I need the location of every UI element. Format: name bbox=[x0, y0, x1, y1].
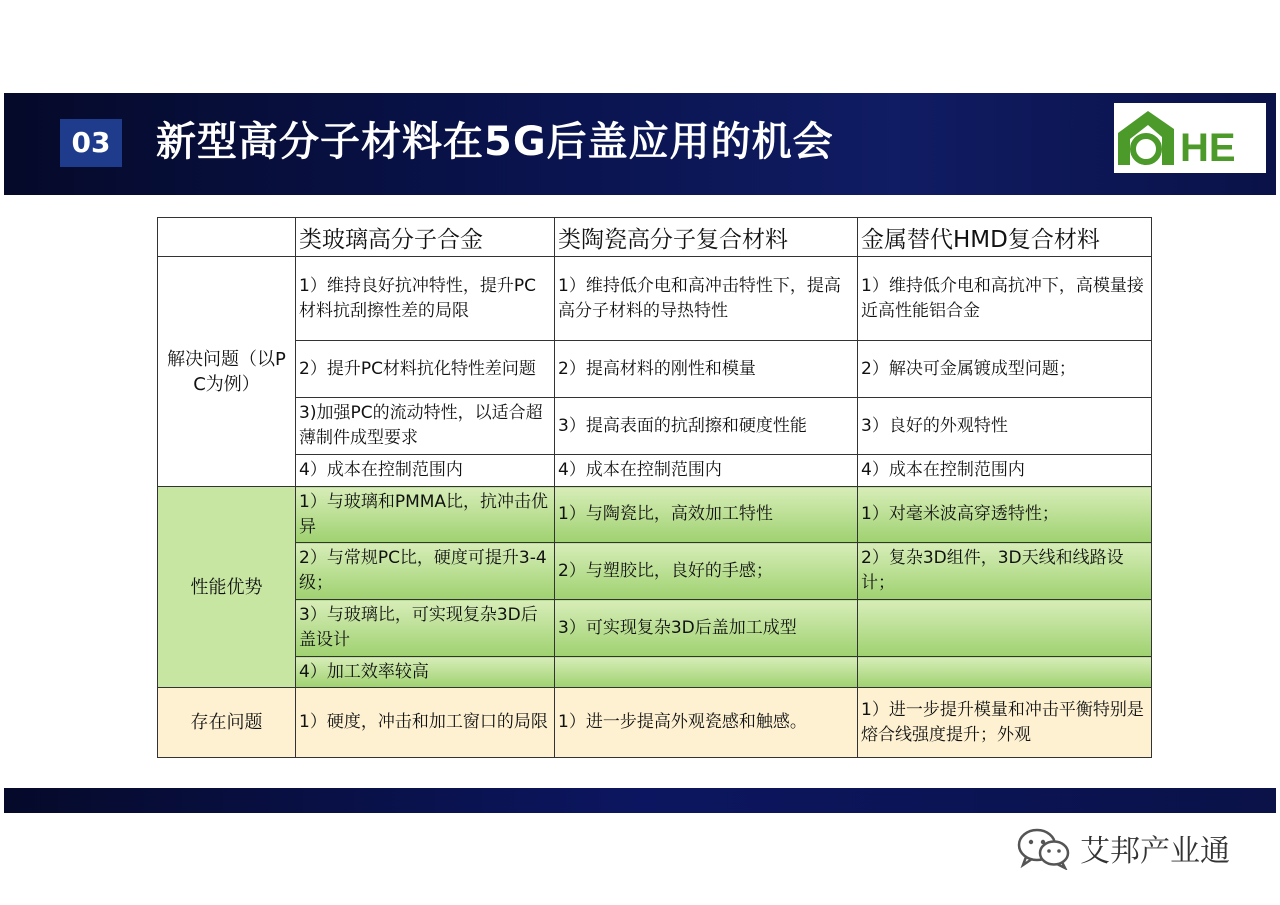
table-cell: 2）与塑胶比，良好的手感； bbox=[555, 543, 858, 600]
table-cell: 1）维持低介电和高抗冲下，高模量接近高性能铝合金 bbox=[858, 257, 1152, 341]
table-cell: 3）良好的外观特性 bbox=[858, 398, 1152, 455]
table-cell: 1）与陶瓷比，高效加工特性 bbox=[555, 487, 858, 543]
table-cell: 1）进一步提升模量和冲击平衡特别是熔合线强度提升；外观 bbox=[858, 688, 1152, 758]
section-number: 03 bbox=[60, 119, 122, 167]
table-cell: 4）成本在控制范围内 bbox=[296, 455, 555, 487]
table-cell: 1）维持良好抗冲特性，提升PC材料抗刮擦性差的局限 bbox=[296, 257, 555, 341]
table-row bbox=[158, 543, 1152, 600]
footer-bar bbox=[4, 788, 1276, 813]
table-cell: 2）解决可金属镀成型问题； bbox=[858, 341, 1152, 398]
table-cell bbox=[858, 600, 1152, 657]
row-header-advantages: 性能优势 bbox=[158, 487, 296, 688]
header-bar bbox=[4, 93, 1276, 195]
table-cell: 2）提高材料的刚性和模量 bbox=[555, 341, 858, 398]
table-cell: 1）硬度，冲击和加工窗口的局限 bbox=[296, 688, 555, 758]
table-cell bbox=[555, 657, 858, 688]
table-cell: 3）可实现复杂3D后盖加工成型 bbox=[555, 600, 858, 657]
table-cell bbox=[858, 657, 1152, 688]
table-row bbox=[158, 487, 1152, 543]
table-cell: 1）与玻璃和PMMA比，抗冲击优异 bbox=[296, 487, 555, 543]
table-row bbox=[158, 688, 1152, 758]
table-cell: 1）对毫米波高穿透特性； bbox=[858, 487, 1152, 543]
table-cell: 4）成本在控制范围内 bbox=[555, 455, 858, 487]
table-cell: 3）提高表面的抗刮擦和硬度性能 bbox=[555, 398, 858, 455]
row-header-issues: 存在问题 bbox=[158, 688, 296, 758]
row-header-problems: 解决问题（以PC为例） bbox=[158, 257, 296, 487]
watermark-text: 艾邦产业通 bbox=[1080, 834, 1230, 869]
logo-text: HE bbox=[1180, 126, 1236, 170]
table-cell: 1）维持低介电和高冲击特性下，提高高分子材料的导热特性 bbox=[555, 257, 858, 341]
table-header-row bbox=[158, 218, 1152, 257]
table-row bbox=[158, 600, 1152, 657]
watermark bbox=[1016, 826, 1230, 870]
table-cell: 2）与常规PC比，硬度可提升3-4级； bbox=[296, 543, 555, 600]
table-cell: 1）进一步提高外观瓷感和触感。 bbox=[555, 688, 858, 758]
table-row bbox=[158, 455, 1152, 487]
table-cell: 3）与玻璃比，可实现复杂3D后盖设计 bbox=[296, 600, 555, 657]
column-header bbox=[158, 218, 296, 257]
column-header: 类玻璃高分子合金 bbox=[296, 218, 555, 257]
table-cell: 4）加工效率较高 bbox=[296, 657, 555, 688]
comparison-table bbox=[157, 217, 1152, 758]
column-header: 类陶瓷高分子复合材料 bbox=[555, 218, 858, 257]
company-logo bbox=[1114, 103, 1266, 173]
table-cell: 2）提升PC材料抗化特性差问题 bbox=[296, 341, 555, 398]
slide-title: 新型高分子材料在5G后盖应用的机会 bbox=[156, 119, 834, 165]
table-cell: 2）复杂3D组件，3D天线和线路设计； bbox=[858, 543, 1152, 600]
table-row bbox=[158, 398, 1152, 455]
column-header: 金属替代HMD复合材料 bbox=[858, 218, 1152, 257]
table-row bbox=[158, 257, 1152, 341]
table-row bbox=[158, 341, 1152, 398]
table-cell: 4）成本在控制范围内 bbox=[858, 455, 1152, 487]
table-cell: 3)加强PC的流动特性，以适合超薄制件成型要求 bbox=[296, 398, 555, 455]
table-row bbox=[158, 657, 1152, 688]
wechat-icon bbox=[1016, 826, 1072, 870]
slide bbox=[4, 93, 1276, 813]
